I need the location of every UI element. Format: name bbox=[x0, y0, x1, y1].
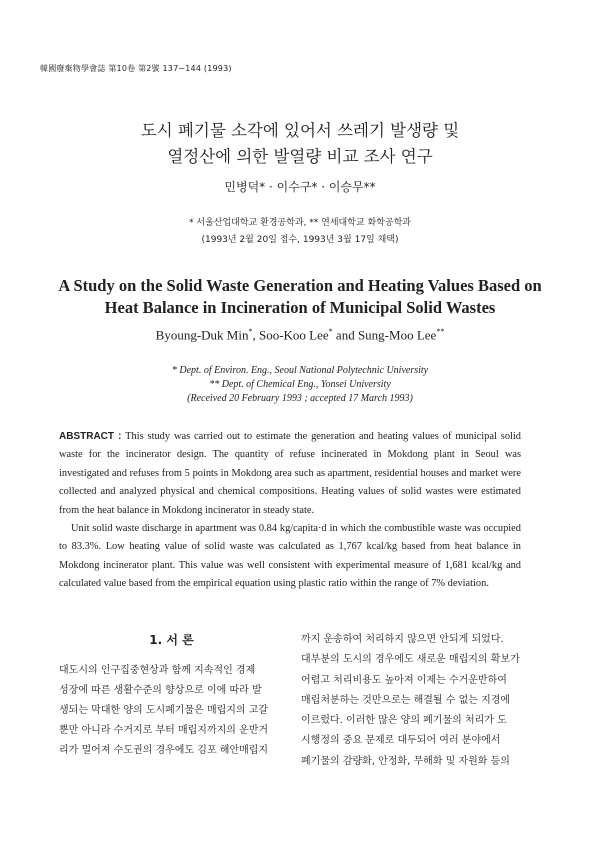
author-mark: * bbox=[328, 327, 333, 336]
section-heading: 1. 서 론 bbox=[149, 633, 194, 647]
body-text-line: 성장에 따른 생활수준의 향상으로 이에 따라 발 bbox=[59, 685, 262, 696]
abstract bbox=[59, 428, 521, 594]
korean-authors: 민병덕* · 이수구* · 이승무** bbox=[224, 180, 376, 194]
korean-title-line: 열정산에 의한 발열량 비교 조사 연구 bbox=[167, 147, 433, 166]
korean-title-line: 도시 폐기물 소각에 있어서 쓰레기 발생량 및 bbox=[140, 121, 460, 140]
author-mark: * bbox=[248, 327, 253, 336]
abstract-paragraph bbox=[59, 428, 521, 520]
english-affiliations bbox=[0, 364, 600, 406]
body-text-line: 생되는 막대한 양의 도시폐기물은 매립지의 고갈 bbox=[59, 705, 269, 716]
english-affiliation-line: * Dept. of Environ. Eng., Seoul National Polytechnic University bbox=[171, 365, 429, 376]
korean-affiliation-line: * 서울산업대학교 환경공학과, ** 연세대학교 화학공학과 bbox=[189, 218, 411, 228]
body-text-line: 까지 운송하여 처리하지 않으면 안되게 되었다. bbox=[301, 634, 504, 645]
body-text-line: 매립처분하는 것만으로는 해결될 수 없는 지경에 bbox=[301, 694, 511, 706]
english-affiliation-line: ** Dept. of Chemical Eng., Yonsei University bbox=[209, 379, 391, 390]
author-mark: ** bbox=[436, 327, 445, 336]
body-column-right bbox=[301, 630, 537, 772]
abstract-label: ABSTRACT : bbox=[59, 431, 122, 442]
author-separator: , bbox=[252, 327, 256, 343]
english-title-line: Heat Balance in Incineration of Municipal Solid Wastes bbox=[104, 298, 496, 317]
abstract-text: This study was carried out to estimate the generation and heating values of municipal solid waste for the incinerator design. The quantity of refuse incinerated in Mokdong plant in Seoul was investigated and refuses from 5 points in Mokdong area such as apartment, residential houses and market were collected and analyzed physical and chemical compositions. Heating values of solid wastes were estimated from the heat balance in Mokdong incinerator in steady state. bbox=[59, 431, 521, 516]
english-received-date: (Received 20 February 1993 ; accepted 17 March 1993) bbox=[187, 393, 413, 404]
abstract-paragraph: Unit solid waste discharge in apartment was 0.84 kg/capita·d in which the combustible waste was occupied to 83.3%. Low heating value of solid waste was calculated as 1,767 kcal/kg based from heat balance in Mokdong incinerator plant. This value was well consistent with experimental measure of 1,681 kcal/kg and calculated value based from the empirical equation using plastic ratio within the range of 7% deviation. bbox=[59, 523, 521, 590]
body-text-line: 어렵고 처리비용도 높아져 이제는 수거운반하여 bbox=[301, 674, 507, 686]
author-name: Byoung-Duk Min bbox=[155, 327, 249, 343]
english-title bbox=[0, 275, 600, 319]
body-text-line: 이르렀다. 이러한 많은 양의 폐기물의 처리가 도 bbox=[301, 715, 507, 727]
body-text-line: 리가 멀어져 수도권의 경우에도 김포 해안매립지 bbox=[59, 745, 269, 756]
korean-affiliations bbox=[0, 215, 600, 249]
body-column-left bbox=[59, 630, 284, 761]
body-text-line: 폐기물의 감량화, 안정화, 무해화 및 자원화 등의 bbox=[301, 755, 510, 767]
body-text-line: 뿐만 아니라 수거지로 부터 매립지까지의 운반거 bbox=[59, 725, 269, 736]
author-name: Soo-Koo Lee bbox=[258, 327, 329, 343]
author-separator: and bbox=[335, 327, 355, 343]
english-title-line: A Study on the Solid Waste Generation and Heating Values Based on bbox=[58, 276, 542, 295]
body-text-line: 시행정의 중요 문제로 대두되어 여러 분야에서 bbox=[301, 735, 501, 747]
english-authors bbox=[0, 327, 600, 343]
author-name: Sung-Moo Lee bbox=[357, 327, 437, 343]
korean-received-date: (1993년 2월 20일 접수, 1993년 3월 17일 채택) bbox=[201, 235, 399, 245]
body-text-line: 대부분의 도시의 경우에도 새로운 매립지의 확보가 bbox=[301, 654, 520, 666]
korean-title bbox=[0, 118, 600, 170]
journal-header: 韓國廢棄物學會誌 第10卷 第2號 137~144 (1993) bbox=[40, 64, 232, 73]
body-text-line: 대도시의 인구집중현상과 함께 지속적인 경제 bbox=[59, 665, 256, 676]
